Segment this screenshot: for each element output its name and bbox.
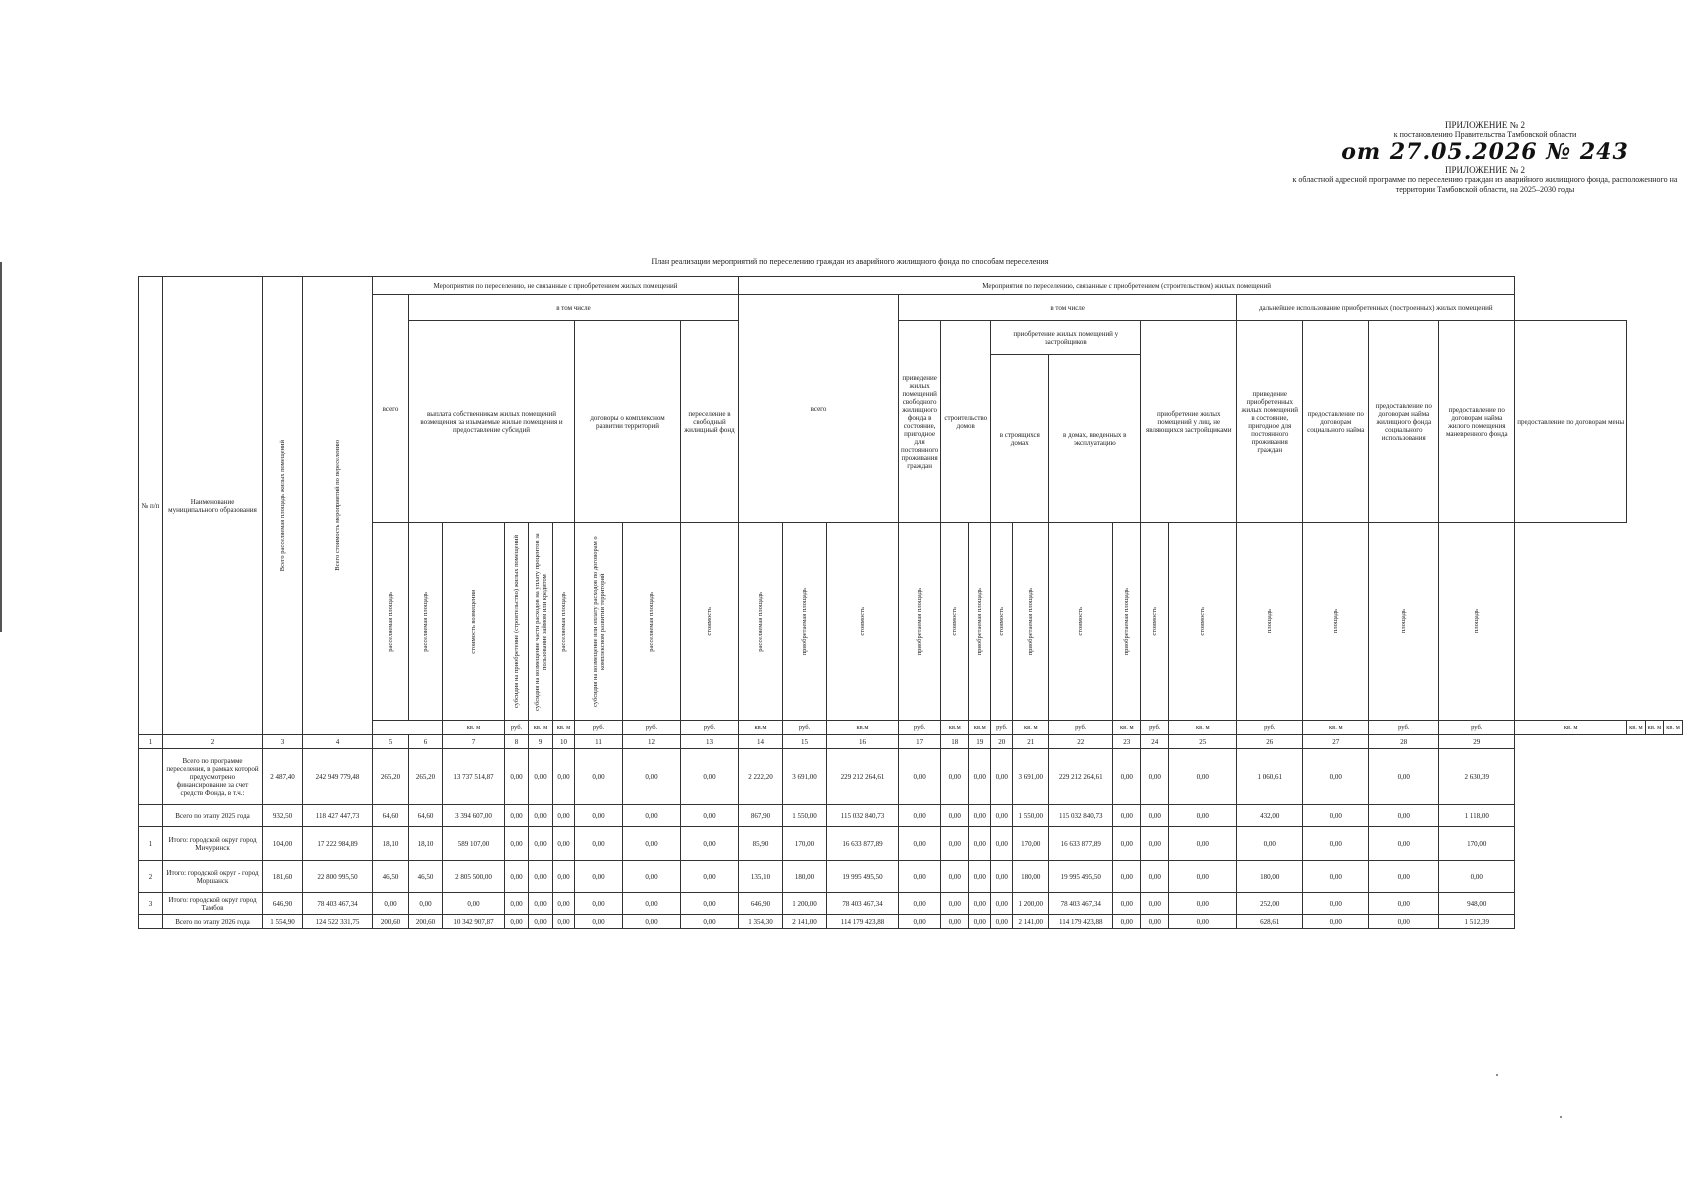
social-header: предоставление по договорам социального найма [1303, 321, 1369, 523]
bringing-free-header: приведение жилых помещений свободного жилищного фонда в состояние, пригодное для постоянного проживания граждан [899, 321, 941, 523]
row-name: Итого: городской округ город Мичуринск [163, 827, 263, 861]
further-use-header: дальнейшее использование приобретенных (построенных) жилых помещений [1237, 295, 1515, 321]
table-cell: 13 737 514,87 [443, 749, 505, 805]
table-cell: 1 060,61 [1237, 749, 1303, 805]
table-cell: 18,10 [409, 827, 443, 861]
table-title: План реализации мероприятий по переселению граждан из аварийного жилищного фонда по способам переселения [651, 257, 1049, 266]
subheader-cell: площадь [1237, 523, 1303, 721]
table-cell: 0,00 [623, 827, 681, 861]
table-cell: 114 179 423,88 [827, 915, 899, 929]
table-cell: 0,00 [1303, 827, 1369, 861]
table-cell: 0,00 [681, 861, 739, 893]
table-cell: 0,00 [575, 915, 623, 929]
table-cell: 0,00 [1169, 749, 1237, 805]
table-cell: 0,00 [941, 805, 969, 827]
row-number [139, 805, 163, 827]
column-number-cell: 5 [373, 735, 409, 749]
column-number-cell: 24 [1141, 735, 1169, 749]
column-number-cell: 12 [623, 735, 681, 749]
table-cell: 1 200,00 [783, 893, 827, 915]
table-cell: 0,00 [1169, 827, 1237, 861]
column-number-cell: 10 [553, 735, 575, 749]
document-header [1290, 120, 1680, 195]
unit-cell: кв.м [941, 721, 969, 735]
column-number-cell: 16 [827, 735, 899, 749]
program-reference: к областной адресной программе по переселению граждан из аварийного жилищного фонда, расположенного на территории Тамбовской области, на 2025–2030 годы [1292, 175, 1678, 194]
row-name: Итого: городской округ город Тамбов [163, 893, 263, 915]
table-cell: 3 691,00 [783, 749, 827, 805]
table-cell: 78 403 467,34 [1049, 893, 1113, 915]
row-name: Итого: городской округ - город Моршанск [163, 861, 263, 893]
table-cell: 932,50 [263, 805, 303, 827]
table-cell: 0,00 [505, 805, 529, 827]
table-cell: 0,00 [941, 827, 969, 861]
table-cell: 0,00 [1169, 805, 1237, 827]
table-cell: 64,60 [373, 805, 409, 827]
table-cell: 181,60 [263, 861, 303, 893]
table-cell: 2 141,00 [783, 915, 827, 929]
handwritten-date-number: от 27.05.2026 № 243 [1341, 139, 1629, 165]
table-cell: 1 118,00 [1439, 805, 1515, 827]
table-cell: 2 805 500,00 [443, 861, 505, 893]
table-cell: 229 212 264,61 [827, 749, 899, 805]
table-cell: 0,00 [969, 861, 991, 893]
table-cell: 17 222 984,89 [303, 827, 373, 861]
row-number [139, 749, 163, 805]
subheader-cell: стоимость [1141, 523, 1169, 721]
table-cell: 19 995 495,50 [1049, 861, 1113, 893]
table-cell: 948,00 [1439, 893, 1515, 915]
unit-cell: руб. [1237, 721, 1303, 735]
table-cell: 64,60 [409, 805, 443, 827]
table-cell: 0,00 [1369, 827, 1439, 861]
subheader-cell: стоимость [827, 523, 899, 721]
column-number-cell: 4 [303, 735, 373, 749]
table-cell: 0,00 [1113, 749, 1141, 805]
purchase-nondev-header: приобретение жилых помещений у лиц, не являющихся застройщиками [1141, 321, 1237, 523]
subheader-cell: расселяемая площадь [409, 523, 443, 721]
table-cell: 85,90 [739, 827, 783, 861]
purchase-dev-header: приобретение жилых помещений у застройщиков [991, 321, 1141, 355]
table-cell: 0,00 [575, 805, 623, 827]
subheader-cell: площадь [1303, 523, 1369, 721]
table-cell: 0,00 [899, 805, 941, 827]
table-cell: 0,00 [623, 893, 681, 915]
table-cell: 3 691,00 [1013, 749, 1049, 805]
table-cell: 115 032 840,73 [1049, 805, 1113, 827]
column-number-cell: 22 [1049, 735, 1113, 749]
table-cell: 0,00 [505, 749, 529, 805]
table-cell: 1 550,00 [783, 805, 827, 827]
table-cell: 0,00 [529, 805, 553, 827]
unit-cell: руб. [575, 721, 623, 735]
table-cell: 0,00 [505, 893, 529, 915]
col-name-header: Наименование муниципального образования [163, 277, 263, 735]
subheader-cell: стоимость [941, 523, 969, 721]
table-row [139, 915, 1683, 929]
column-number-cell: 29 [1439, 735, 1515, 749]
column-number-cell: 17 [899, 735, 941, 749]
table-cell: 124 522 331,75 [303, 915, 373, 929]
table-cell: 628,61 [1237, 915, 1303, 929]
table-cell: 170,00 [1439, 827, 1515, 861]
col-number-header: № п/п [139, 277, 163, 735]
subheader-cell: расселяемая площадь [739, 523, 783, 721]
table-cell: 0,00 [681, 805, 739, 827]
table-row [139, 749, 1683, 805]
table-cell: 0,00 [899, 749, 941, 805]
row-number [139, 915, 163, 929]
column-number-cell: 20 [991, 735, 1013, 749]
table-cell: 0,00 [1303, 861, 1369, 893]
table-cell: 0,00 [529, 915, 553, 929]
appendix-label: ПРИЛОЖЕНИЕ № 2 [1444, 120, 1526, 130]
table-cell: 0,00 [941, 915, 969, 929]
subheader-cell: субсидия на приобретение (строительство) жилых помещений [505, 523, 529, 721]
table-cell: 265,20 [373, 749, 409, 805]
table-cell: 0,00 [1303, 749, 1369, 805]
relocation-plan-table [138, 276, 1683, 929]
table-cell: 0,00 [623, 805, 681, 827]
construction-header: строительство домов [941, 321, 991, 523]
table-cell: 0,00 [681, 749, 739, 805]
table-cell: 0,00 [505, 827, 529, 861]
group-related-header: Мероприятия по переселению, связанные с приобретением (строительством) жилых помещений [739, 277, 1515, 295]
subheader-cell: приобретаемая площадь [899, 523, 941, 721]
table-cell: 0,00 [1141, 893, 1169, 915]
table-cell: 0,00 [1237, 827, 1303, 861]
column-number-cell: 18 [941, 735, 969, 749]
table-cell: 1 550,00 [1013, 805, 1049, 827]
table-cell: 0,00 [1113, 915, 1141, 929]
table-cell: 22 800 995,50 [303, 861, 373, 893]
related-incl-header: в том числе [899, 295, 1237, 321]
table-cell: 0,00 [899, 861, 941, 893]
table-cell: 0,00 [1303, 893, 1369, 915]
unit-cell: руб. [1369, 721, 1439, 735]
table-cell: 0,00 [1141, 827, 1169, 861]
table-cell: 0,00 [941, 893, 969, 915]
unit-cell: руб. [991, 721, 1013, 735]
appendix-label-2: ПРИЛОЖЕНИЕ № 2 [1444, 165, 1526, 175]
unit-cell: руб. [505, 721, 529, 735]
bringing-purchased-header: приведение приобретенных жилых помещений в состояние, пригодное для постоянного проживания граждан [1237, 321, 1303, 523]
table-cell: 432,00 [1237, 805, 1303, 827]
unit-cell: кв. м [1113, 721, 1141, 735]
row-name: Всего по этапу 2025 года [163, 805, 263, 827]
table-cell: 0,00 [1369, 893, 1439, 915]
column-number-cell: 13 [681, 735, 739, 749]
payment-header: выплата собственникам жилых помещений возмещения за изымаемые жилые помещения и предоставление субсидий [409, 321, 575, 523]
column-number-cell: 11 [575, 735, 623, 749]
scan-edge-mark [0, 262, 2, 632]
subheader-cell: площадь [1439, 523, 1515, 721]
table-cell: 118 427 447,73 [303, 805, 373, 827]
contracts-header: договоры о комплексном развитии территорий [575, 321, 681, 523]
table-cell: 180,00 [783, 861, 827, 893]
subheader-cell: приобретаемая площадь [783, 523, 827, 721]
table-cell: 0,00 [681, 827, 739, 861]
table-cell: 0,00 [553, 861, 575, 893]
column-number-cell: 3 [263, 735, 303, 749]
table-cell: 0,00 [1169, 861, 1237, 893]
column-number-cell: 14 [739, 735, 783, 749]
unit-cell: кв. м [529, 721, 553, 735]
table-cell: 0,00 [505, 861, 529, 893]
unit-cell: кв. м [1169, 721, 1237, 735]
not-related-incl-header: в том числе [409, 295, 739, 321]
table-cell: 170,00 [1013, 827, 1049, 861]
table-cell: 1 200,00 [1013, 893, 1049, 915]
table-cell: 252,00 [1237, 893, 1303, 915]
group-not-related-header: Мероприятия по переселению, не связанные с приобретением жилых помещений [373, 277, 739, 295]
table-row [139, 861, 1683, 893]
column-number-cell: 28 [1369, 735, 1439, 749]
table-cell: 18,10 [373, 827, 409, 861]
table-cell: 46,50 [409, 861, 443, 893]
table-cell: 0,00 [553, 915, 575, 929]
unit-cell: кв. м [1303, 721, 1369, 735]
unit-cell: кв. м [1013, 721, 1049, 735]
table-cell: 1 354,30 [739, 915, 783, 929]
subheader-cell: субсидия на возмещение или оплату расходов по договорам о комплексном развитии территорий [575, 523, 623, 721]
unit-cell: руб. [1141, 721, 1169, 735]
table-cell: 0,00 [941, 861, 969, 893]
table-cell: 0,00 [991, 861, 1013, 893]
unit-cell: кв. м [553, 721, 575, 735]
table-cell: 0,00 [991, 893, 1013, 915]
table-cell: 0,00 [575, 893, 623, 915]
in-building-header: в строящихся домах [991, 355, 1049, 523]
col-total-cost-header: Всего стоимость мероприятий по переселению [303, 277, 373, 735]
column-number-cell: 19 [969, 735, 991, 749]
table-cell: 46,50 [373, 861, 409, 893]
table-cell: 2 487,40 [263, 749, 303, 805]
table-cell: 2 222,20 [739, 749, 783, 805]
table-cell: 115 032 840,73 [827, 805, 899, 827]
unit-cell: кв. м [443, 721, 505, 735]
table-row [139, 893, 1683, 915]
table-cell: 0,00 [899, 915, 941, 929]
table-cell: 0,00 [899, 827, 941, 861]
table-cell: 646,90 [263, 893, 303, 915]
table-cell: 0,00 [899, 893, 941, 915]
table-cell: 0,00 [969, 893, 991, 915]
table-cell: 0,00 [1141, 749, 1169, 805]
table-cell: 19 995 495,50 [827, 861, 899, 893]
column-number-cell: 23 [1113, 735, 1141, 749]
table-cell: 180,00 [1237, 861, 1303, 893]
column-number-cell: 21 [1013, 735, 1049, 749]
table-cell: 0,00 [1439, 861, 1515, 893]
table-cell: 0,00 [1113, 827, 1141, 861]
exchange-header: предоставление по договорам мены [1515, 321, 1627, 523]
table-cell: 0,00 [991, 827, 1013, 861]
table-cell: 1 554,90 [263, 915, 303, 929]
unit-cell: кв. м [1664, 721, 1683, 735]
table-cell: 0,00 [553, 893, 575, 915]
subheader-cell: стоимость возмещения [443, 523, 505, 721]
unit-cell: кв. м [1627, 721, 1646, 735]
table-cell: 0,00 [1113, 861, 1141, 893]
table-cell: 0,00 [505, 915, 529, 929]
table-cell: 16 633 877,89 [827, 827, 899, 861]
subheader-cell: стоимость [681, 523, 739, 721]
table-cell: 0,00 [1169, 893, 1237, 915]
table-cell: 0,00 [443, 893, 505, 915]
unit-cell: руб. [783, 721, 827, 735]
table-cell: 0,00 [991, 805, 1013, 827]
row-number: 1 [139, 827, 163, 861]
table-cell: 0,00 [575, 827, 623, 861]
table-row [139, 805, 1683, 827]
not-related-total-header: всего [373, 295, 409, 523]
table-cell: 180,00 [1013, 861, 1049, 893]
row-number: 2 [139, 861, 163, 893]
table-cell: 229 212 264,61 [1049, 749, 1113, 805]
table-cell: 589 107,00 [443, 827, 505, 861]
table-cell: 0,00 [1369, 749, 1439, 805]
table-row [139, 827, 1683, 861]
table-cell: 0,00 [623, 861, 681, 893]
table-cell: 0,00 [623, 915, 681, 929]
table-cell: 0,00 [575, 861, 623, 893]
table-cell: 0,00 [553, 827, 575, 861]
subheader-cell: расселяемая площадь [373, 523, 409, 721]
table-cell: 0,00 [529, 827, 553, 861]
subheader-cell: стоимость [1049, 523, 1113, 721]
table-cell: 646,90 [739, 893, 783, 915]
table-cell: 0,00 [1141, 915, 1169, 929]
unit-cell: руб. [1049, 721, 1113, 735]
subheader-cell: приобретаемая площадь [969, 523, 991, 721]
table-cell: 104,00 [263, 827, 303, 861]
table-cell: 0,00 [529, 749, 553, 805]
table-cell: 0,00 [553, 805, 575, 827]
row-number: 3 [139, 893, 163, 915]
table-cell: 78 403 467,34 [827, 893, 899, 915]
scan-speck [1496, 1074, 1498, 1076]
table-cell: 0,00 [623, 749, 681, 805]
unit-cell: руб. [899, 721, 941, 735]
table-cell: 0,00 [1303, 915, 1369, 929]
scan-speck [1560, 1116, 1562, 1118]
subheader-cell: субсидия на возмещение части расходов на уплату процентов за пользование займом или кредитом [529, 523, 553, 721]
table-cell: 170,00 [783, 827, 827, 861]
resolution-reference: к постановлению Правительства Тамбовской области [1393, 130, 1577, 139]
unit-cell: руб. [681, 721, 739, 735]
table-cell: 135,10 [739, 861, 783, 893]
table-cell: 0,00 [991, 749, 1013, 805]
column-number-cell: 15 [783, 735, 827, 749]
column-number-cell: 26 [1237, 735, 1303, 749]
column-number-cell: 25 [1169, 735, 1237, 749]
table-cell: 0,00 [575, 749, 623, 805]
unit-cell: руб. [1439, 721, 1515, 735]
in-operated-header: в домах, введенных в эксплуатацию [1049, 355, 1141, 523]
table-cell: 2 141,00 [1013, 915, 1049, 929]
table-cell: 1 512,39 [1439, 915, 1515, 929]
table-cell: 867,90 [739, 805, 783, 827]
table-cell: 0,00 [1141, 861, 1169, 893]
column-number-cell: 9 [529, 735, 553, 749]
table-cell: 16 633 877,89 [1049, 827, 1113, 861]
table-cell: 0,00 [373, 893, 409, 915]
free-fund-header: переселение в свободный жилищный фонд [681, 321, 739, 523]
column-number-cell: 27 [1303, 735, 1369, 749]
subheader-cell: приобретаемая площадь [1013, 523, 1049, 721]
table-cell: 78 403 467,34 [303, 893, 373, 915]
unit-cell: кв. м [1645, 721, 1664, 735]
table-cell: 0,00 [969, 827, 991, 861]
table-cell: 3 394 607,00 [443, 805, 505, 827]
table-cell: 0,00 [1141, 805, 1169, 827]
unit-cell: кв.м [827, 721, 899, 735]
table-cell: 0,00 [681, 915, 739, 929]
table-cell: 0,00 [1369, 915, 1439, 929]
table-cell: 0,00 [1113, 805, 1141, 827]
table-cell: 0,00 [1169, 915, 1237, 929]
subheader-cell: площадь [1369, 523, 1439, 721]
unit-blank [373, 721, 443, 735]
col-total-area-header: Всего расселяемая площадь жилых помещений [263, 277, 303, 735]
table-cell: 0,00 [969, 915, 991, 929]
table-cell: 200,60 [409, 915, 443, 929]
subheader-cell: стоимость [991, 523, 1013, 721]
column-number-cell: 8 [505, 735, 529, 749]
table-cell: 265,20 [409, 749, 443, 805]
column-number-cell: 6 [409, 735, 443, 749]
column-number-cell: 7 [443, 735, 505, 749]
table-cell: 0,00 [941, 749, 969, 805]
table-cell: 0,00 [553, 749, 575, 805]
row-name: Всего по этапу 2026 года [163, 915, 263, 929]
column-number-cell: 2 [163, 735, 263, 749]
table-cell: 0,00 [969, 805, 991, 827]
maneuver-header: предоставление по договорам найма жилого помещения маневренного фонда [1439, 321, 1515, 523]
unit-cell: кв.м [739, 721, 783, 735]
table-cell: 0,00 [991, 915, 1013, 929]
table-cell: 0,00 [529, 861, 553, 893]
table-cell: 0,00 [681, 893, 739, 915]
table-cell: 0,00 [1369, 861, 1439, 893]
unit-cell: кв.м [969, 721, 991, 735]
unit-cell: руб. [623, 721, 681, 735]
table-cell: 114 179 423,88 [1049, 915, 1113, 929]
table-cell: 200,60 [373, 915, 409, 929]
table-cell: 0,00 [969, 749, 991, 805]
table-cell: 0,00 [409, 893, 443, 915]
table-cell: 242 949 779,48 [303, 749, 373, 805]
table-cell: 0,00 [529, 893, 553, 915]
subheader-cell: приобретаемая площадь [1113, 523, 1141, 721]
row-name: Всего по программе переселения, в рамках которой предусмотрено финансирование за счет средств Фонда, в т.ч.: [163, 749, 263, 805]
table-cell: 0,00 [1303, 805, 1369, 827]
subheader-cell: расселяемая площадь [623, 523, 681, 721]
related-total-header: всего [739, 295, 899, 523]
table-cell: 0,00 [1369, 805, 1439, 827]
unit-cell: кв. м [1515, 721, 1627, 735]
table-cell: 0,00 [1113, 893, 1141, 915]
column-number-cell: 1 [139, 735, 163, 749]
social-use-header: предоставление по договорам найма жилищного фонда социального использования [1369, 321, 1439, 523]
subheader-cell: стоимость [1169, 523, 1237, 721]
table-cell: 2 630,39 [1439, 749, 1515, 805]
table-cell: 10 342 907,87 [443, 915, 505, 929]
subheader-cell: расселяемая площадь [553, 523, 575, 721]
